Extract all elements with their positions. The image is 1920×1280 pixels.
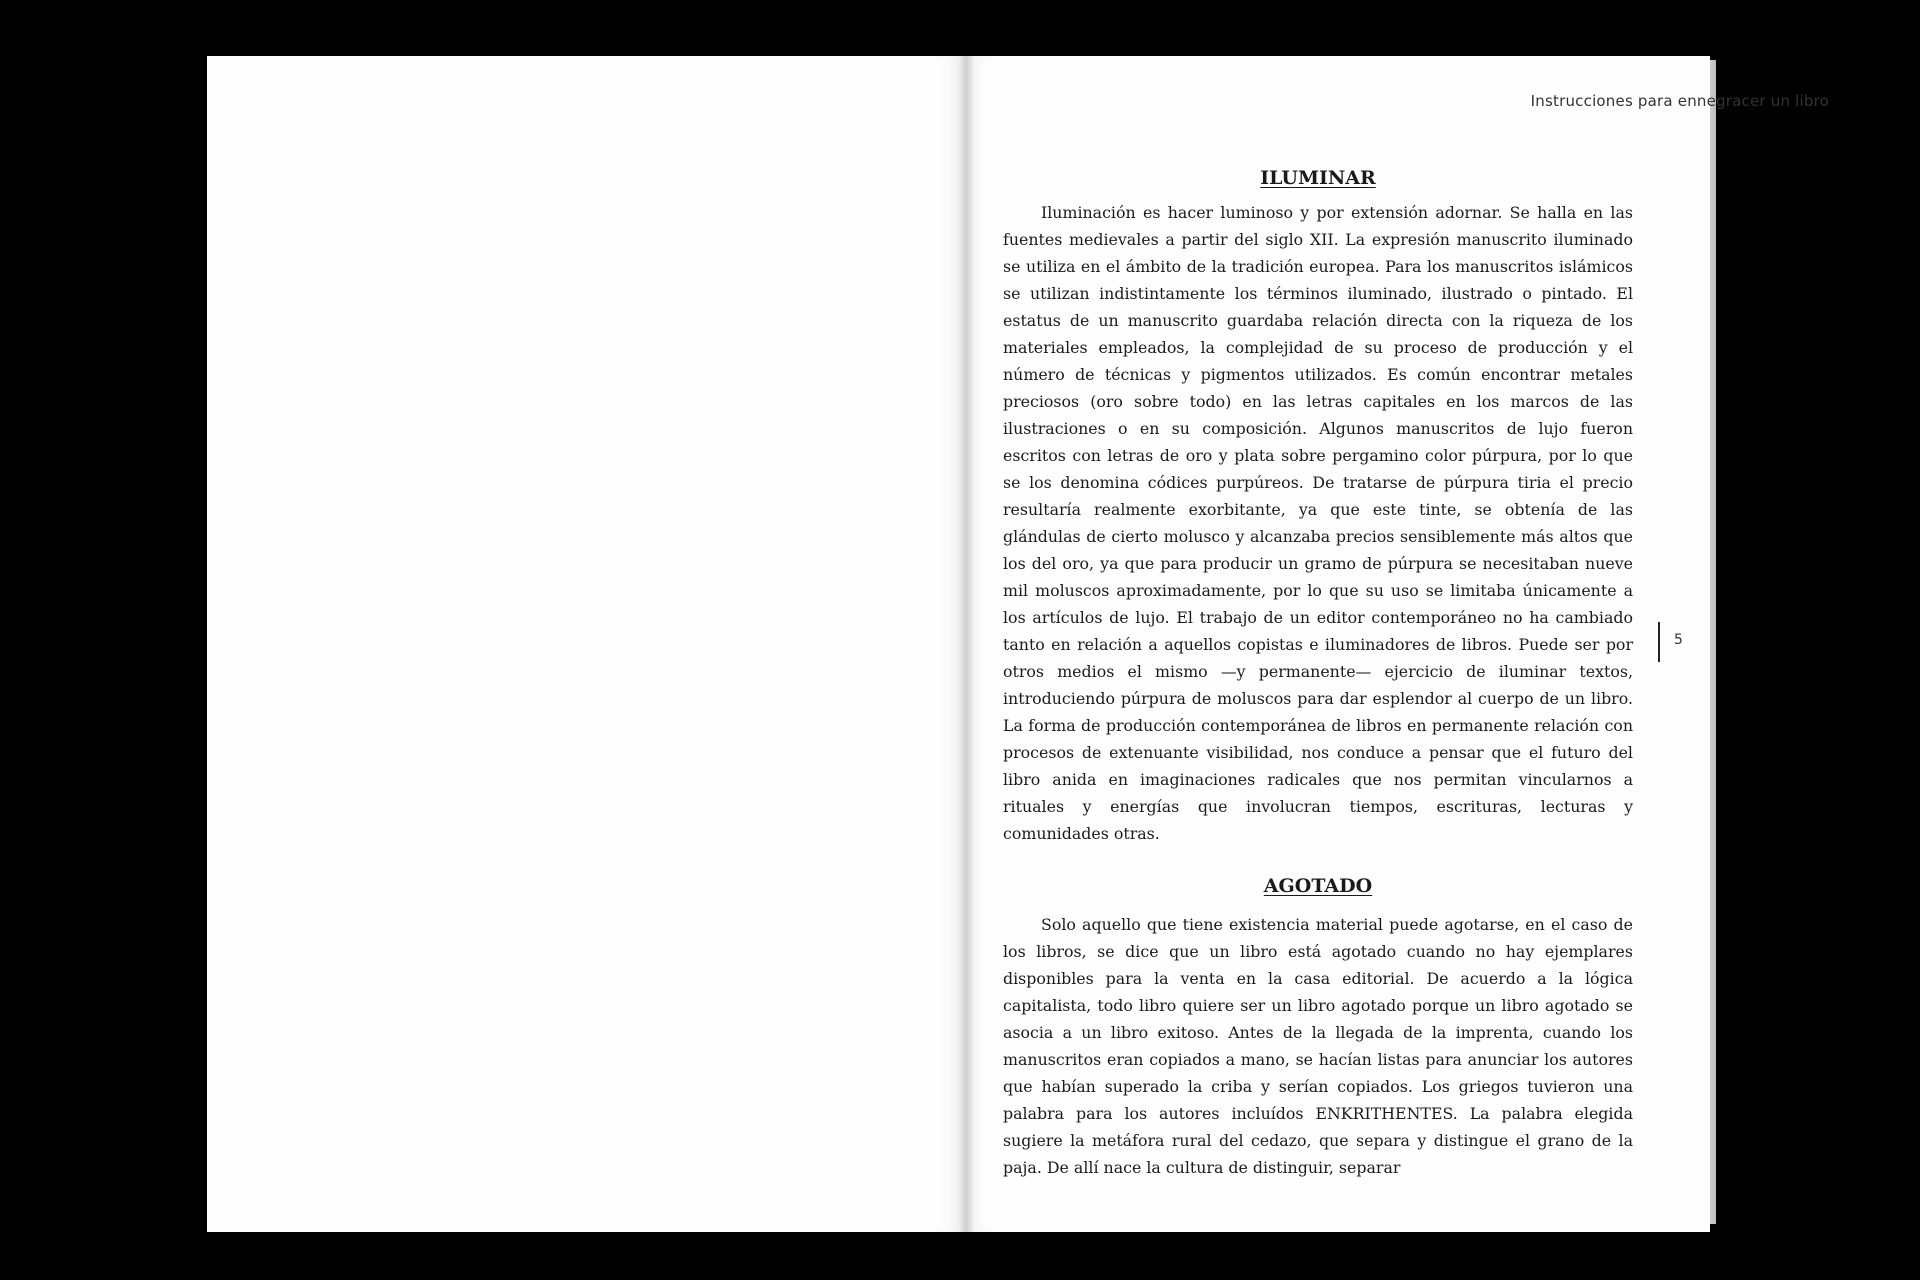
running-head: Instrucciones para ennegracer un libro: [1530, 92, 1829, 110]
page-number-rule: [1658, 622, 1660, 662]
page-number: 5: [1674, 632, 1683, 648]
section-heading-iluminar: ILUMINAR: [1260, 167, 1376, 189]
section-body-agotado: Solo aquello que tiene existencia material puede agotarse, en el caso de los libros, se dice que un libro está agotado cuando no hay ejemplares disponibles para la venta en la casa editorial. De acuerdo a la lógica capitalista, todo libro quiere ser un libro agotado porque un libro agotado se asocia a un libro exitoso. Antes de la llegada de la imprenta, cuando los manuscritos eran copiados a mano, se hacían listas para anunciar los autores que habían superado la criba y serían copiados. Los griegos tuvieron una palabra para los autores incluídos ENKRITHENTES. La palabra elegida sugiere la metáfora rural del cedazo, que separa y distingue el grano de la paja. De allí nace la cultura de distinguir, separar: [1003, 915, 1633, 1177]
book-gutter: [958, 56, 974, 1232]
left-page-blank: [207, 56, 965, 1232]
section-body-iluminar: Iluminación es hacer luminoso y por extensión adornar. Se halla en las fuentes medievales a partir del siglo XII. La expresión manuscrito iluminado se utiliza en el ámbito de la tradición europea. Para los manuscritos islámicos se utilizan indistintamente los términos iluminado, ilustrado o pintado. El estatus de un manuscrito guardaba relación directa con la riqueza de los materiales empleados, la complejidad de su proceso de producción y el número de técnicas y pigmentos utilizados. Es común encontrar metales preciosos (oro sobre todo) en las letras capitales en los marcos de las ilustraciones o en su composición. Algunos manuscritos de lujo fueron escritos con letras de oro y plata sobre pergamino color púrpura, por lo que se los denomina códices purpúreos. De tratarse de púrpura tiria el precio resultaría realmente exorbitante, ya que este tinte, se obtenía de las glándulas de cierto molusco y alcanzaba precios sensiblemente más altos que los del oro, ya que para producir un gramo de púrpura se necesitaban nueve mil moluscos aproximadamente, por lo que su uso se limitaba únicamente a los artículos de lujo. El trabajo de un editor contemporáneo no ha cambiado tanto en relación a aquellos copistas e iluminadores de libros. Puede ser por otros medios el mismo —y permanente— ejercicio de iluminar textos, introduciendo púrpura de moluscos para dar esplendor al cuerpo de un libro. La forma de producción contemporánea de libros en permanente relación con procesos de extenuante visibilidad, nos conduce a pensar que el futuro del libro anida en imaginaciones radicales que nos permitan vincularnos a rituales y energías que involucran tiempos, escrituras, lecturas y comunidades otras.: [1003, 203, 1633, 843]
section-heading-agotado: AGOTADO: [1263, 875, 1373, 897]
main-text: [1003, 163, 1633, 1181]
